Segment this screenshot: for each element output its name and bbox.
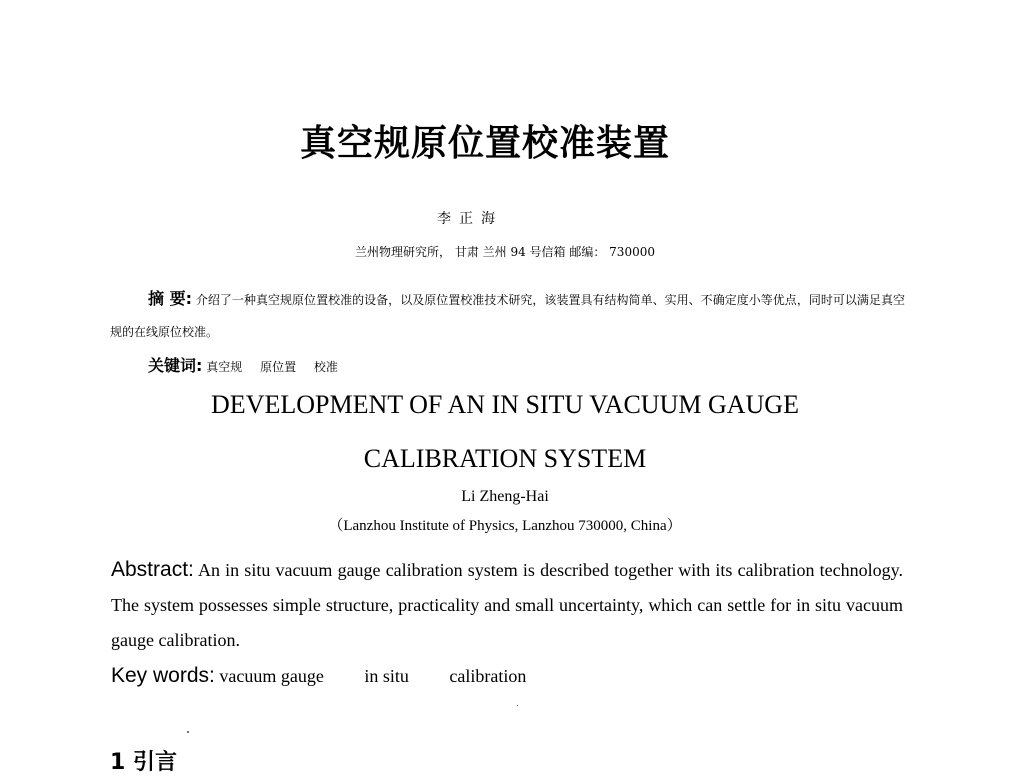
chinese-abstract-label: 摘 要: (148, 289, 193, 308)
chinese-title: 真空规原位置校准装置 (299, 123, 670, 164)
chinese-abstract-text: 介绍了一种真空规原位置校准的设备，以及原位置校准技术研究，该装置具有结构简单、实用、不确定度小等优点，同时可以满足真空规的在线原位校准。 (110, 293, 905, 339)
english-keyword: in situ (364, 666, 409, 686)
english-keywords (111, 664, 562, 688)
scan-speck (187, 731, 189, 733)
english-abstract (111, 552, 903, 658)
chinese-keyword: 校准 (313, 360, 338, 374)
chinese-keyword: 原位置 (260, 360, 297, 374)
chinese-author: 李正海 (437, 211, 503, 227)
chinese-affiliation: 兰州物理研究所， 甘肃 兰州 94 号信箱 邮编： 730000 (355, 245, 655, 259)
chinese-keyword: 真空规 (206, 360, 243, 374)
english-author: Li Zheng-Hai (461, 488, 549, 505)
chinese-abstract (110, 283, 905, 348)
english-affiliation: （Lanzhou Institute of Physics, Lanzhou 730000, China） (328, 518, 682, 534)
scan-speck (517, 705, 518, 706)
english-abstract-text: An in situ vacuum gauge calibration system is described together with its calibration technology. The system possesses simple structure, practicality and small uncertainty, which can settle for in situ vacuum gauge calibration. (111, 560, 903, 650)
english-title-line-2: CALIBRATION SYSTEM (363, 444, 647, 473)
english-keyword: calibration (449, 666, 527, 686)
chinese-keywords (148, 353, 352, 376)
english-abstract-label: Abstract: (111, 558, 194, 581)
next-section-heading: 1 引言 (110, 750, 177, 775)
english-title-line-1: DEVELOPMENT OF AN IN SITU VACUUM GAUGE (211, 390, 799, 419)
english-keywords-label: Key words: (111, 664, 215, 687)
english-keyword: vacuum gauge (219, 666, 324, 686)
chinese-keywords-label: 关键词: (148, 356, 203, 375)
